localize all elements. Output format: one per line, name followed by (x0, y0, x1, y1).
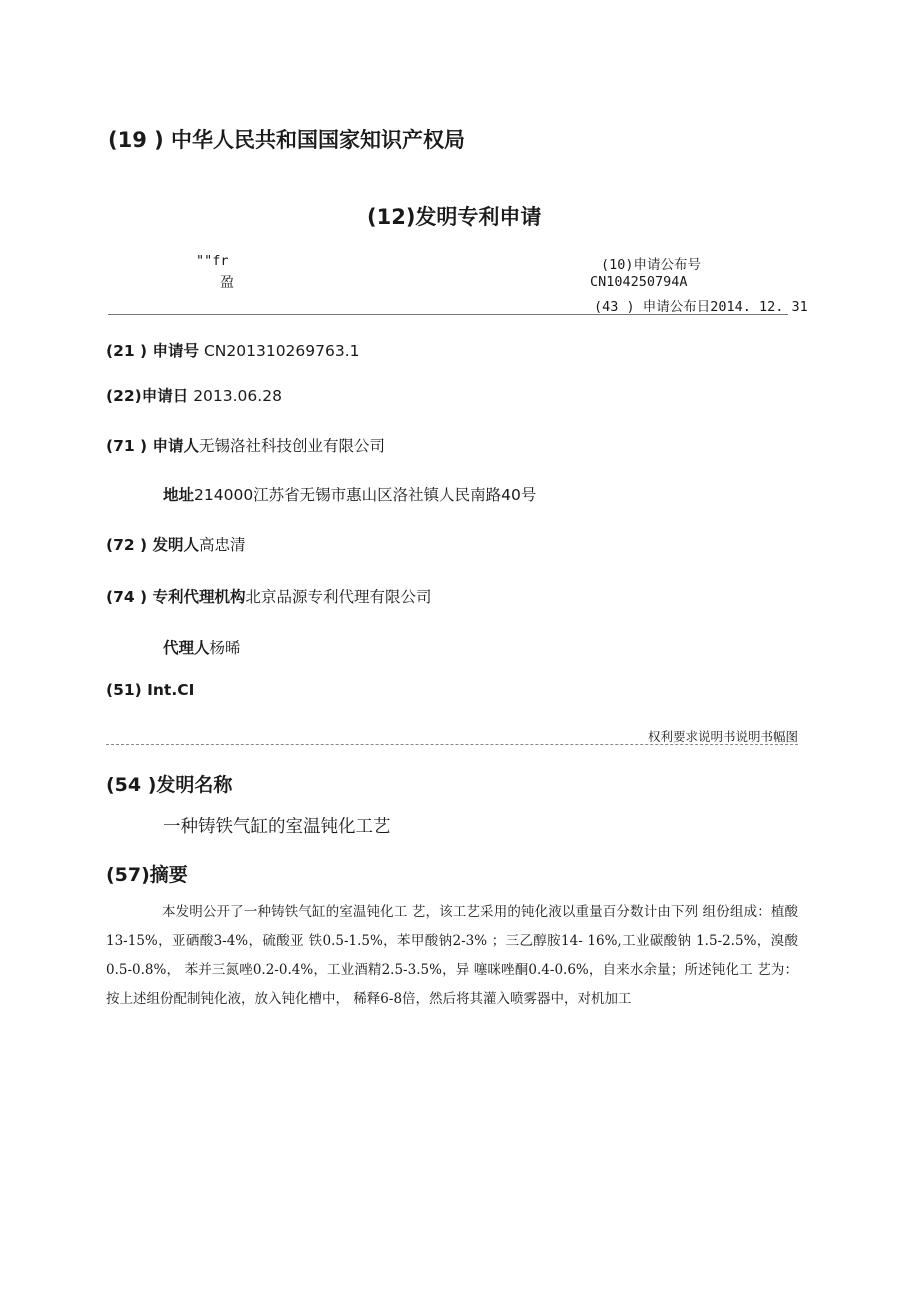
invention-title-label: (54 )发明名称 (106, 774, 233, 796)
document-links[interactable]: 权利要求说明书说明书幅图 (647, 729, 798, 744)
int-cl-label: (51) Int.CI (106, 681, 195, 699)
patent-agency-label: (74 ) 专利代理机构 (106, 588, 246, 606)
document-type: (12)发明专利申请 (367, 205, 542, 229)
application-date-field (106, 384, 282, 406)
abstract-label: (57)摘要 (106, 864, 188, 886)
section-divider (106, 744, 798, 745)
publication-number: CN104250794A (590, 274, 688, 290)
address: 214000江苏省无锡市惠山区洛社镇人民南路40号 (194, 486, 537, 504)
scan-artifact-text: ""fr (196, 253, 229, 269)
inventor-label: (72 ) 发明人 (106, 536, 200, 554)
inventor-field (106, 533, 246, 555)
application-number-label: (21 ) 申请号 (106, 342, 200, 360)
application-number: CN201310269763.1 (203, 342, 360, 360)
application-date: 2013.06.28 (193, 387, 282, 405)
header-divider (108, 314, 788, 315)
application-number-field (106, 339, 360, 361)
address-label: 地址 (163, 486, 195, 504)
patent-agency-field (106, 585, 432, 607)
publication-number-label: (10)申请公布号 (601, 257, 702, 273)
application-date-label: (22)申请日 (106, 387, 189, 405)
agent: 杨晞 (209, 639, 241, 657)
applicant: 无锡洛社科技创业有限公司 (199, 437, 386, 455)
invention-title: 一种铸铁气缸的室温钝化工艺 (163, 817, 391, 837)
issuing-authority: (19 ) 中华人民共和国国家知识产权局 (108, 128, 466, 152)
publication-date: (43 ) 申请公布日2014. 12. 31 (594, 299, 808, 315)
address-field (163, 483, 536, 505)
inventor: 高忠清 (199, 536, 246, 554)
agent-field (163, 636, 241, 658)
agent-label: 代理人 (163, 639, 210, 657)
applicant-label: (71 ) 申请人 (106, 437, 200, 455)
patent-agency: 北京品源专利代理有限公司 (245, 588, 432, 606)
applicant-field (106, 434, 385, 456)
abstract-text: 本发明公开了一种铸铁气缸的室温钝化工 艺，该工艺采用的钝化液以重量百分数计由下列 组份组成：植酸13-15%，亚硒酸3-4%，硫酸亚 铁0.5-1.5%，苯甲酸钠2-3% ；三乙醇胺14- 16%,工业碳酸钠 1.5-2.5%，溴酸 0.5-0.8%， 苯并三氮唑0.2-0.4%，工业酒精2.5-3.5%，异 噻咪唑酮0.4-0.6%，自来水余量；所述钝化工 艺为：按上述组份配制钝化液，放入钝化槽中， 稀释6-8倍，然后将其灌入喷雾器中，对机加工 (106, 904, 798, 1007)
scan-artifact-char: 盈 (220, 275, 234, 291)
